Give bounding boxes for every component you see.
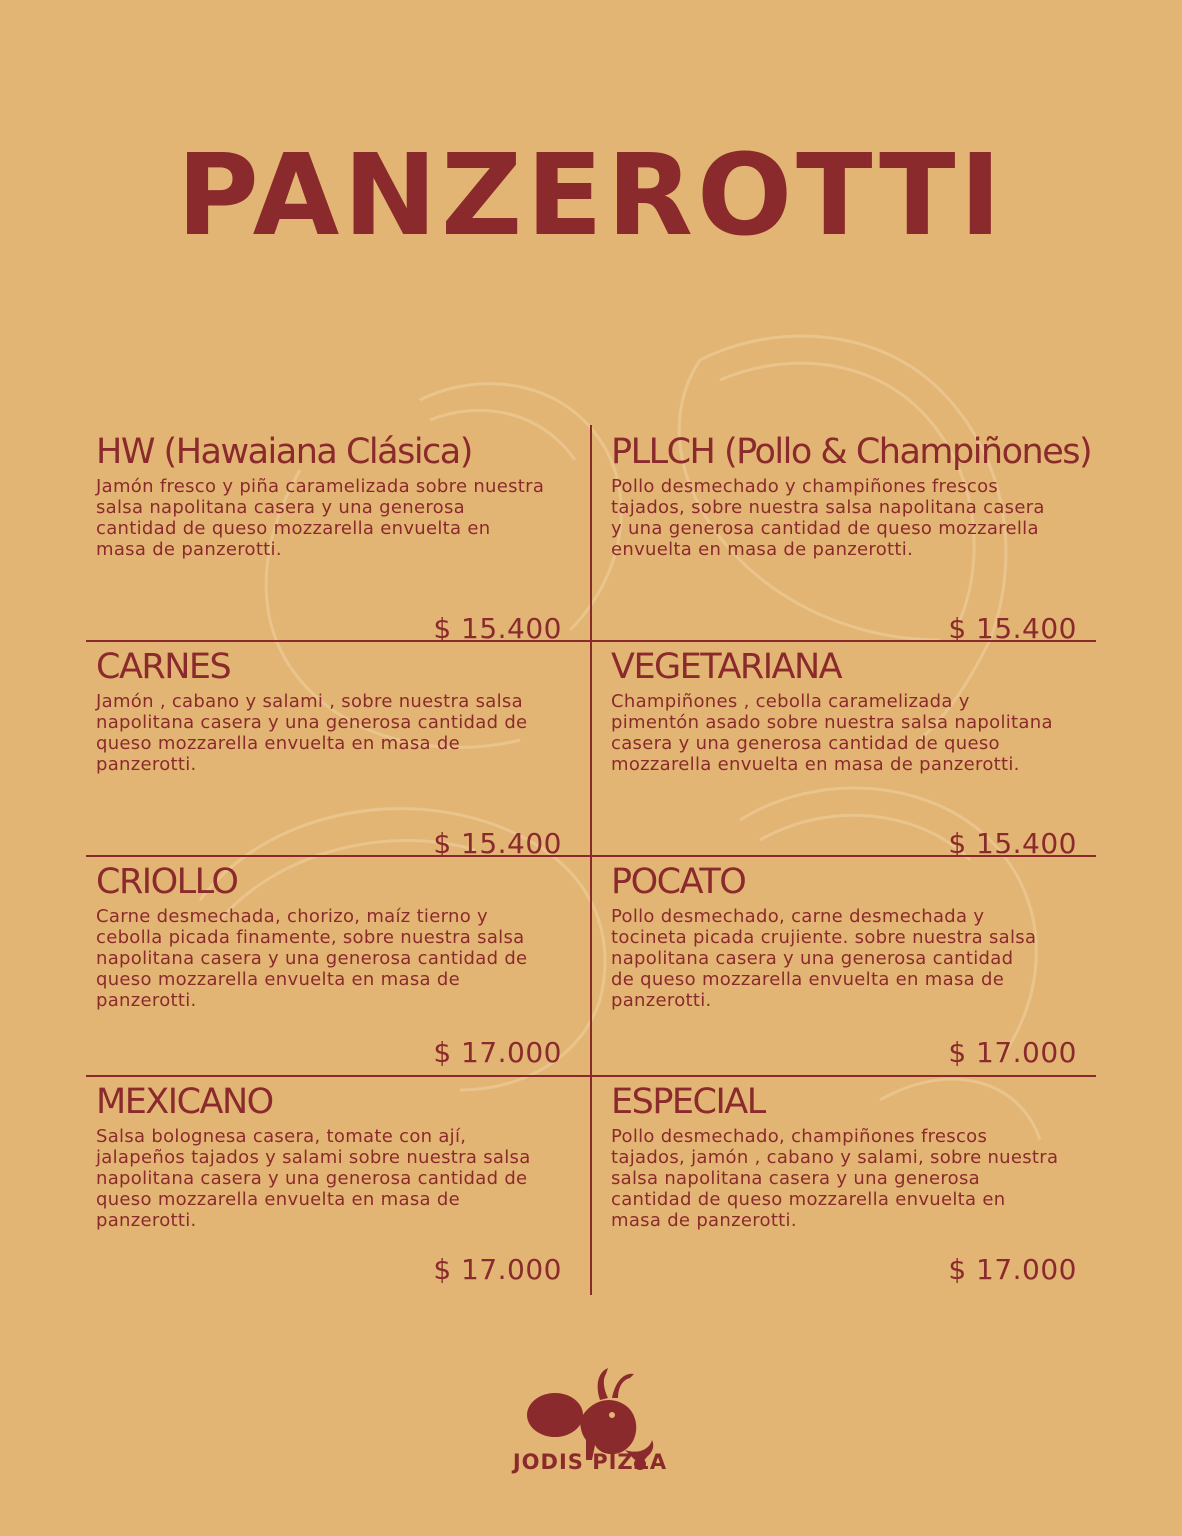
column-divider <box>590 425 592 1295</box>
item-description: Jamón , cabano y salami , sobre nuestra salsa napolitana casera y una generosa cantidad de queso mozzarella envuelta en masa de panzerotti. <box>96 691 528 775</box>
item-price: $ 15.400 <box>948 612 1077 645</box>
item-description: Pollo desmechado, champiñones frescos tajados, jamón , cabano y salami, sobre nuestra salsa napolitana casera y una generosa cantidad de queso mozzarella envuelta en masa de panzerotti. <box>611 1126 1059 1231</box>
item-name: CRIOLLO <box>96 862 238 902</box>
item-price: $ 15.400 <box>433 827 562 860</box>
row-divider-3 <box>86 1075 1096 1077</box>
menu-item-criollo <box>96 862 566 1070</box>
menu-item-pllch <box>611 432 1092 646</box>
item-name: MEXICANO <box>96 1082 273 1122</box>
item-name: VEGETARIANA <box>611 647 842 687</box>
item-description: Pollo desmechado y champiñones frescos tajados, sobre nuestra salsa napolitana casera y una generosa cantidad de queso mozzarella envuelta en masa de panzerotti. <box>611 476 1045 560</box>
item-name: PLLCH (Pollo & Champiñones) <box>611 432 1092 472</box>
item-description: Salsa bolognesa casera, tomate con ají, jalapeños tajados y salami sobre nuestra salsa napolitana casera y una generosa cantidad de queso mozzarella envuelta en masa de panzerotti. <box>96 1126 531 1231</box>
item-description: Jamón fresco y piña caramelizada sobre nuestra salsa napolitana casera y una generosa cantidad de queso mozzarella envuelta en masa de panzerotti. <box>96 476 545 560</box>
item-description: Champiñones , cebolla caramelizada y pimentón asado sobre nuestra salsa napolitana casera y una generosa cantidad de queso mozzarella envuelta en masa de panzerotti. <box>611 691 1053 775</box>
menu-item-vegetariana <box>611 647 1081 861</box>
brand-name: JODIS PIZZA <box>512 1450 668 1474</box>
menu-item-hw <box>96 432 566 646</box>
item-name: HW (Hawaiana Clásica) <box>96 432 472 472</box>
page-title: PANZEROTTI <box>176 131 1006 261</box>
item-name: ESPECIAL <box>611 1082 765 1122</box>
menu-item-especial <box>611 1082 1081 1287</box>
item-name: CARNES <box>96 647 231 687</box>
item-price: $ 17.000 <box>948 1253 1077 1286</box>
item-description: Carne desmechada, chorizo, maíz tierno y cebolla picada finamente, sobre nuestra salsa napolitana casera y una generosa cantidad de queso mozzarella envuelta en masa de panzerotti. <box>96 906 528 1011</box>
item-name: POCATO <box>611 862 746 902</box>
menu-item-pocato <box>611 862 1081 1070</box>
item-price: $ 17.000 <box>433 1253 562 1286</box>
item-price: $ 15.400 <box>948 827 1077 860</box>
menu-item-mexicano <box>96 1082 566 1287</box>
item-price: $ 15.400 <box>433 612 562 645</box>
item-description: Pollo desmechado, carne desmechada y tocineta picada crujiente. sobre nuestra salsa napolitana casera y una generosa cantidad de queso mozzarella envuelta en masa de panzerotti. <box>611 906 1037 1011</box>
item-price: $ 17.000 <box>948 1036 1077 1069</box>
item-price: $ 17.000 <box>433 1036 562 1069</box>
menu-item-carnes <box>96 647 566 861</box>
